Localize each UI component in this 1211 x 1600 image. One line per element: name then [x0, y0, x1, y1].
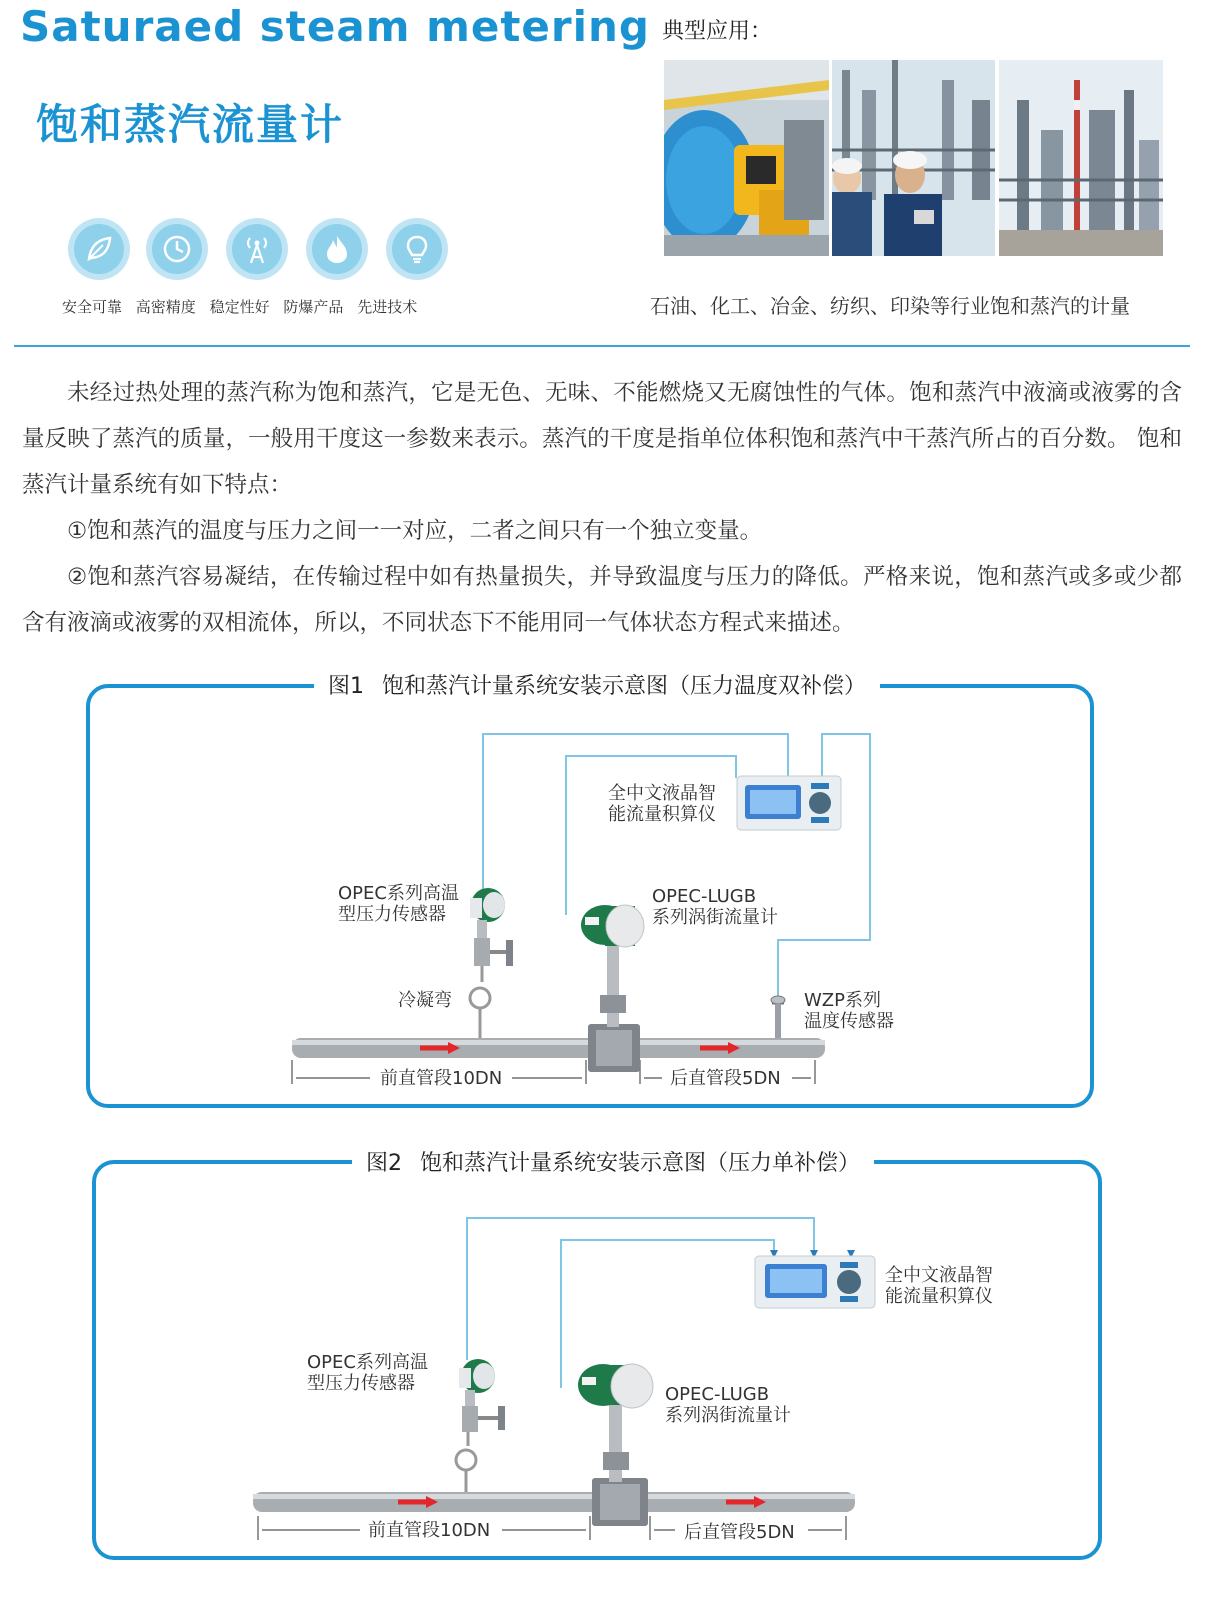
figure1-temp-label: WZP系列 温度传感器 — [804, 990, 894, 1032]
intro-point-1: ①饱和蒸汽的温度与压力之间一一对应，二者之间只有一个独立变量。 — [67, 518, 763, 544]
intro-paragraph: 未经过热处理的蒸汽称为饱和蒸汽，它是无色、无味、不能燃烧又无腐蚀性的气体。饱和蒸汽中液滴或液雾的含量反映了蒸汽的质量，一般用干度这一参数来表示。蒸汽的干度是指单位体积饱和蒸汽中干蒸汽所占的百分数。 饱和蒸汽计量系统有如下特点： — [22, 380, 1182, 498]
figure1-pressure-label: OPEC系列高温 型压力传感器 — [338, 883, 459, 925]
pressure-transmitter-device — [456, 1359, 505, 1492]
feature-label: 防爆产品 — [283, 298, 344, 316]
feature-label: 高密精度 — [135, 298, 196, 316]
figure1-computer-label: 全中文液晶智 能流量积算仪 — [608, 783, 716, 825]
feature-label: 安全可靠 — [62, 298, 123, 316]
intro-point-2: ②饱和蒸汽容易凝结，在传输过程中如有热量损失，并导致温度与压力的降低。严格来说，饱和蒸汽或多或少都含有液滴或液雾的双相流体，所以，不同状态下不能用同一气体状态方程式来描述。 — [22, 564, 1182, 636]
applications-title: 典型应用： — [662, 19, 773, 44]
feature-label: 先进技术 — [357, 298, 418, 316]
figure1-condenser-label: 冷凝弯 — [398, 990, 452, 1011]
feature-label: 稳定性好 — [209, 298, 270, 316]
flow-computer-device — [755, 1256, 875, 1308]
figure1-upstream-label: 前直管段10DN — [380, 1068, 503, 1089]
title-chinese: 饱和蒸汽流量计 — [36, 100, 345, 149]
figure2-number: 图2 — [366, 1151, 402, 1176]
title-english: Saturaed steam metering — [20, 2, 650, 51]
figure2-title: 饱和蒸汽计量系统安装示意图（压力单补偿） — [420, 1151, 861, 1176]
figure1-number: 图1 — [328, 674, 364, 699]
applications-caption: 石油、化工、冶金、纺织、印染等行业饱和蒸汽的计量 — [650, 294, 1130, 318]
figure1-flowmeter-label: OPEC-LUGB 系列涡街流量计 — [652, 886, 778, 928]
figure2-upstream-label: 前直管段10DN — [368, 1520, 491, 1541]
figure2-flowmeter-label: OPEC-LUGB 系列涡街流量计 — [665, 1384, 791, 1426]
figure2-pressure-label: OPEC系列高温 型压力传感器 — [307, 1352, 428, 1394]
figure1-downstream-label: 后直管段5DN — [670, 1068, 781, 1089]
figure2-downstream-label: 后直管段5DN — [684, 1522, 795, 1543]
figure2-computer-label: 全中文液晶智 能流量积算仪 — [885, 1265, 993, 1307]
figure1-title: 饱和蒸汽计量系统安装示意图（压力温度双补偿） — [382, 674, 867, 699]
